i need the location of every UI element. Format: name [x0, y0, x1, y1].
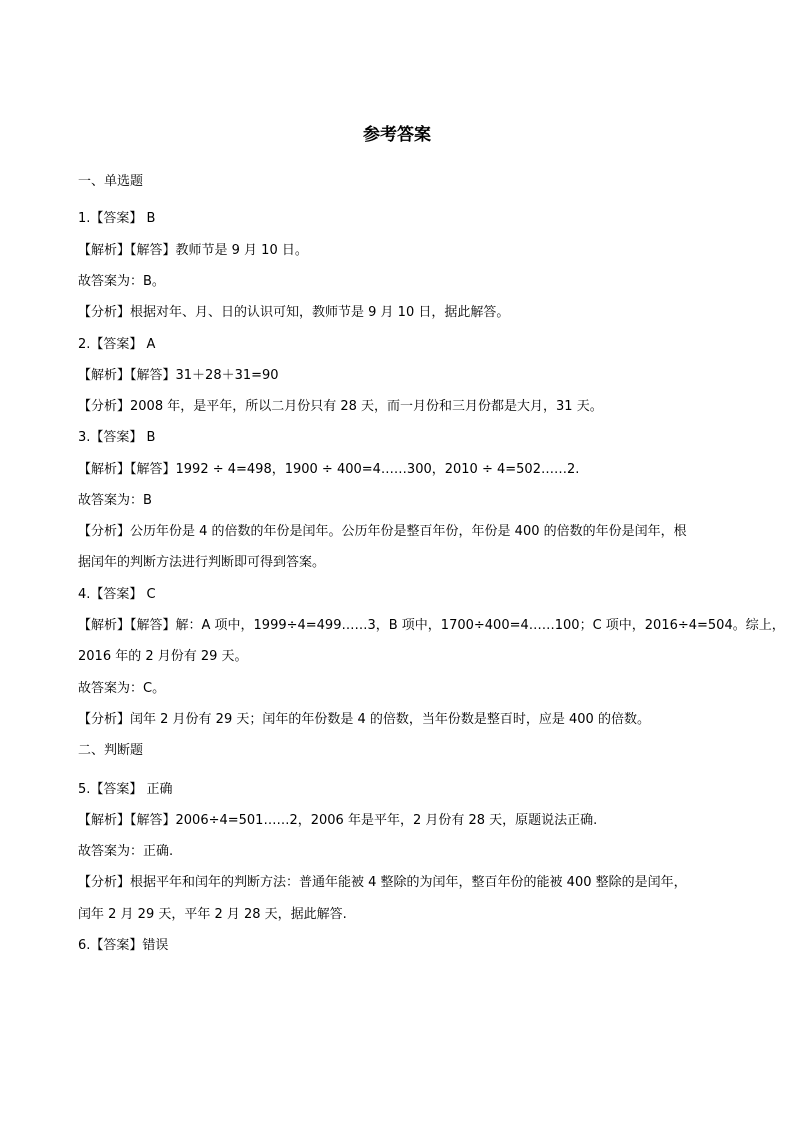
q3-explanation: 【解析】【解答】1992 ÷ 4=498，1900 ÷ 400=4……300，2010 ÷ 4=502……2. — [78, 462, 580, 477]
section-heading-single-choice: 一、单选题 — [78, 174, 144, 189]
q5-explanation: 【解析】【解答】2006÷4=501……2，2006 年是平年，2 月份有 28 天，原题说法正确. — [78, 813, 598, 828]
q5-analysis-line1: 【分析】根据平年和闰年的判断方法：普通年能被 4 整除的为闰年，整百年份的能被 400 整除的是闰年， — [78, 875, 687, 890]
q4-conclusion: 故答案为：C。 — [78, 681, 166, 696]
q4-answer: 4.【答案】 C — [78, 587, 156, 602]
q2-explanation: 【解析】【解答】31＋28＋31=90 — [78, 368, 279, 383]
q6-answer: 6.【答案】错误 — [78, 938, 169, 953]
q4-explanation-line1: 【解析】【解答】解：A 项中，1999÷4=499……3，B 项中，1700÷400=4……100；C 项中，2016÷4=504。综上， — [78, 618, 785, 633]
q2-answer: 2.【答案】 A — [78, 337, 156, 352]
q3-analysis-line2: 据闰年的判断方法进行判断即可得到答案。 — [78, 555, 326, 570]
q1-analysis: 【分析】根据对年、月、日的认识可知，教师节是 9 月 10 日，据此解答。 — [78, 305, 510, 320]
q3-answer: 3.【答案】 B — [78, 430, 156, 445]
q2-analysis: 【分析】2008 年，是平年，所以二月份只有 28 天，而一月份和三月份都是大月，31 天。 — [78, 399, 603, 414]
q3-conclusion: 故答案为：B — [78, 493, 152, 508]
q5-answer: 5.【答案】 正确 — [78, 782, 173, 797]
q1-explanation: 【解析】【解答】教师节是 9 月 10 日。 — [78, 243, 308, 258]
q5-analysis-line2: 闰年 2 月 29 天，平年 2 月 28 天，据此解答. — [78, 907, 347, 922]
q4-explanation-line2: 2016 年的 2 月份有 29 天。 — [78, 649, 248, 664]
q3-analysis-line1: 【分析】公历年份是 4 的倍数的年份是闰年。公历年份是整百年份，年份是 400 的倍数的年份是闰年，根 — [78, 524, 687, 539]
q5-conclusion: 故答案为：正确. — [78, 844, 174, 859]
section-heading-true-false: 二、判断题 — [78, 743, 144, 758]
q4-analysis: 【分析】闰年 2 月份有 29 天；闰年的年份数是 4 的倍数，当年份数是整百时，应是 400 的倍数。 — [78, 712, 650, 727]
q1-answer: 1.【答案】 B — [78, 211, 156, 226]
q1-conclusion: 故答案为：B。 — [78, 274, 165, 289]
page-title: 参考答案 — [363, 125, 431, 145]
